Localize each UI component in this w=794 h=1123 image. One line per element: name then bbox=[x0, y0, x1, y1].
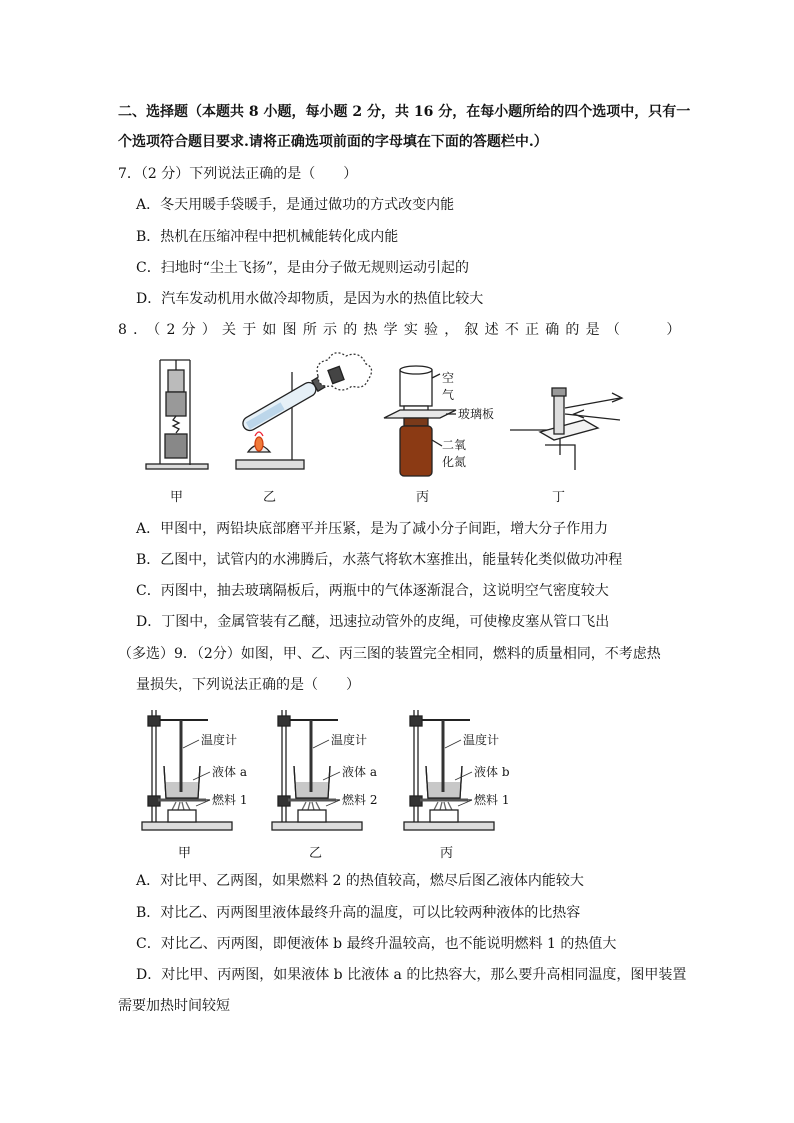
q9-option-d: D．对比甲、丙两图，如果液体 b 比液体 a 的比热容大，那么要升高相同温度，图甲装置 bbox=[136, 967, 687, 983]
liquid-label-bing: 液体 b bbox=[474, 765, 510, 779]
q8-stem: 8．（2分）关于如图所示的热学实验，叙述不正确的是（ ） bbox=[118, 322, 687, 338]
q9-caption-bing: 丙 bbox=[440, 846, 454, 861]
q9-caption-yi: 乙 bbox=[309, 846, 323, 861]
q7-option-d: D．汽车发动机用水做冷却物质，是因为水的热值比较大 bbox=[136, 291, 484, 307]
q7-option-a: A．冬天用暖手袋暖手，是通过做功的方式改变内能 bbox=[136, 197, 455, 213]
thermometer-label-jia: 温度计 bbox=[201, 733, 238, 747]
fuel-label-yi: 燃料 2 bbox=[342, 793, 378, 807]
q9-stem-line2: 量损失，下列说法正确的是（ ） bbox=[136, 677, 360, 693]
fuel-label-bing: 燃料 1 bbox=[474, 793, 510, 807]
q9-option-a: A．对比甲、乙两图，如果燃料 2 的热值较高，燃尽后图乙液体内能较大 bbox=[136, 873, 584, 889]
q7-stem: 7．（2 分）下列说法正确的是（ ） bbox=[118, 166, 358, 182]
q8-option-a: A．甲图中，两铅块底部磨平并压紧，是为了减小分子间距，增大分子作用力 bbox=[136, 521, 609, 537]
q9-option-d-continued: 需要加热时间较短 bbox=[118, 998, 230, 1014]
q8-option-c: C．丙图中，抽去玻璃隔板后，两瓶中的气体逐渐混合，这说明空气密度较大 bbox=[136, 583, 609, 599]
q8-caption-jia: 甲 bbox=[170, 490, 184, 505]
q9-caption-jia: 甲 bbox=[178, 846, 192, 861]
q9-option-b: B．对比乙、丙两图里液体最终升高的温度，可以比较两种液体的比热容 bbox=[136, 905, 581, 921]
q8-caption-yi: 乙 bbox=[263, 490, 277, 505]
q7-option-c: C．扫地时“尘土飞扬”，是由分子做无规则运动引起的 bbox=[136, 260, 470, 276]
label-air: 空 气 bbox=[442, 371, 455, 402]
liquid-label-yi: 液体 a bbox=[342, 765, 377, 779]
q7-option-b: B．热机在压缩冲程中把机械能转化成内能 bbox=[136, 229, 399, 245]
q9-option-c: C．对比乙、丙两图，即便液体 b 最终升温较高，也不能说明燃料 1 的热值大 bbox=[136, 936, 617, 952]
fuel-label-jia: 燃料 1 bbox=[212, 793, 248, 807]
q8-option-b: B．乙图中，试管内的水沸腾后，水蒸气将软木塞推出，能量转化类似做功冲程 bbox=[136, 552, 623, 568]
thermometer-label-bing: 温度计 bbox=[463, 733, 500, 747]
label-glass-plate: 玻璃板 bbox=[458, 407, 495, 421]
q8-caption-ding: 丁 bbox=[552, 490, 566, 505]
label-no2: 二氧 化氮 bbox=[442, 438, 467, 469]
section-header-line2: 个选项符合题目要求.请将正确选项前面的字母填在下面的答题栏中.） bbox=[118, 134, 548, 150]
q8-caption-bing: 丙 bbox=[416, 490, 430, 505]
liquid-label-jia: 液体 a bbox=[212, 765, 247, 779]
q9-stem-line1: （多选）9．（2分）如图，甲、乙、丙三图的装置完全相同，燃料的质量相同，不考虑热 bbox=[118, 646, 661, 662]
q8-option-d: D．丁图中，金属管装有乙醚，迅速拉动管外的皮绳，可使橡皮塞从管口飞出 bbox=[136, 614, 610, 630]
thermometer-label-yi: 温度计 bbox=[331, 733, 368, 747]
section-header-line1: 二、选择题（本题共 8 小题，每小题 2 分，共 16 分，在每小题所给的四个选项中，只有一 bbox=[118, 104, 691, 120]
